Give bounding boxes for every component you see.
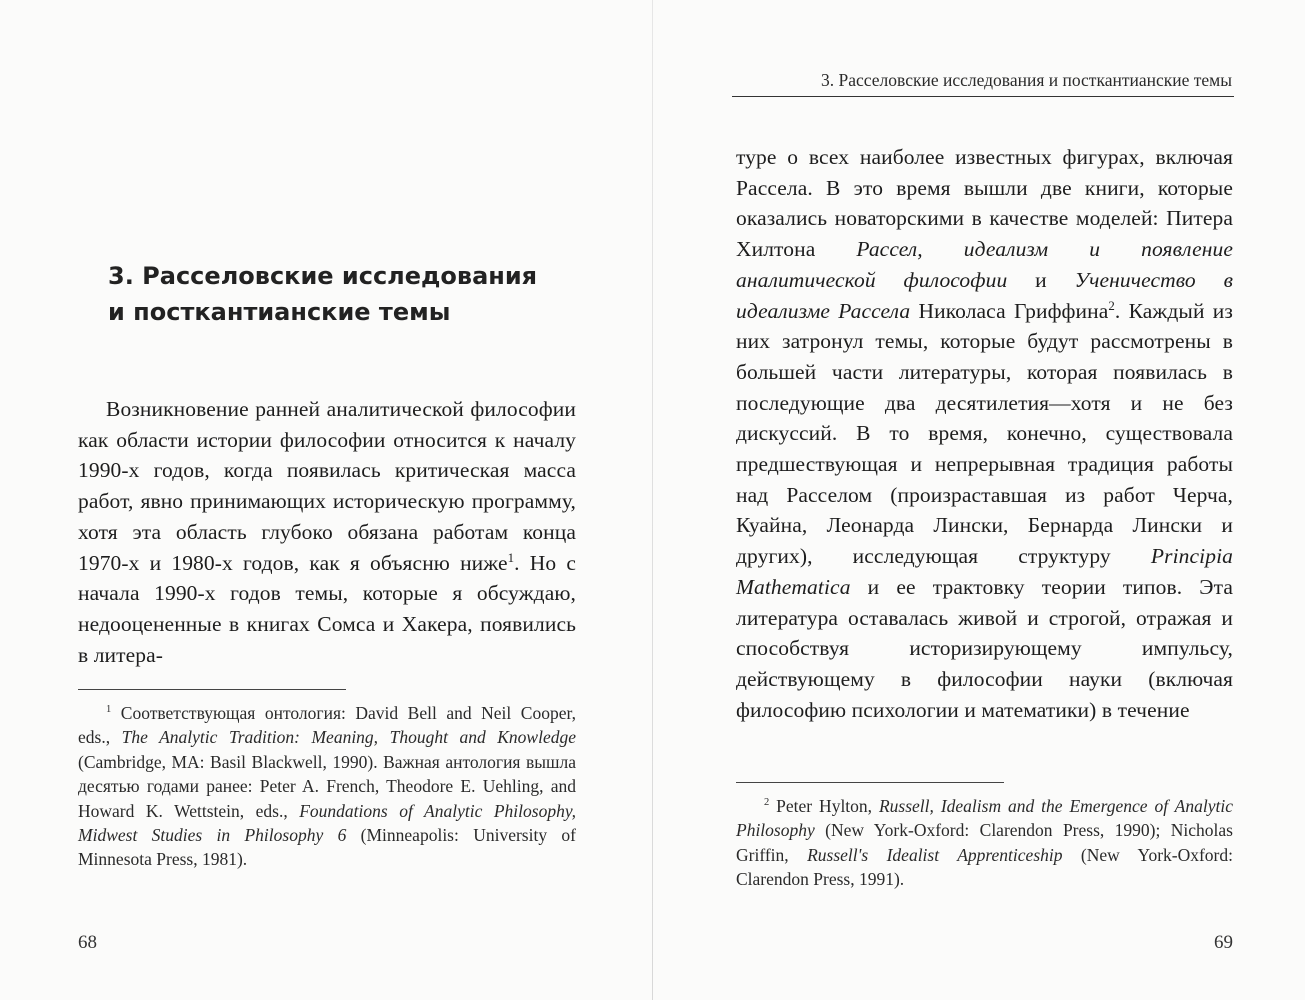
footnote-title: Russell's Idealist Apprenticeship [807,844,1063,865]
chapter-title [108,258,588,330]
body-text-segment: . Каждый из них затронул темы, которые будут рассмотрены в большей части литературы, которая появилась в последующие два десятилетия—хотя и не без дискуссий. В то время, конечно, существовала предшествующая и непрерывная традиция работы над Расселом (произраставшая из работ Черча, Куайна, Леонарда Лински, Бернарда Лински и других), исследующая структуру [736,298,1233,569]
footnote [78,701,576,872]
page-number: 68 [78,932,97,953]
running-head: 3. Расселовские исследования и посткантианские темы [821,70,1232,90]
right-page [652,0,1305,1000]
footnote-title: The Analytic Tradition: Meaning, Thought and Knowledge [121,727,577,748]
footnote-ref: 1 [507,550,515,565]
running-head-divider [732,96,1234,97]
footnote-text: (New York-Oxford: Clarendon Press, 1991). [736,844,1233,890]
body-text-segment: и ее трактовку теории типов. Эта литература оставалась живой и строгой, отражая и способствуя историзирующему импульсу, действующему в философии науки (включая философию психологии и математики) в течение [736,574,1233,722]
page-number: 69 [1214,932,1233,953]
footnote-text: (New York-Oxford: Clarendon Press, 1990); Nicholas Griffin, [736,820,1233,865]
left-page [0,0,652,1000]
body-text-segment: Возникновение ранней аналитической философии как области истории философии относится к началу 1990-х годов, когда появилась критическая масса работ, явно принимающих историческую программу, хотя эта область глубоко обязана работам конца 1970-х и 1980-х годов, как я объясню ниже [78,397,576,575]
book-title: Рассел, идеализм и появление аналитической философии [736,237,1233,292]
body-text-segment: туре о всех наиболее известных фигурах, включая Рассела. В это время вышли две книги, которые оказались новаторскими в качестве моделей: Питера Хилтона [736,145,1233,262]
footnote-marker: 1 [106,704,112,716]
footnote-marker: 2 [764,797,770,809]
body-paragraph [736,142,1233,725]
body-text-segment: . Но с начала 1990-х годов темы, которые я обсуждаю, недооцененные в книгах Сомса и Хакера, появились в литера- [78,550,576,667]
footnote-text: (Minneapolis: University of Minnesota Press, 1981). [78,825,576,870]
footnote-divider [736,782,1004,783]
body-paragraph [78,394,576,670]
footnote-title: Foundations of Analytic Philosophy, Midwest Studies in Philosophy 6 [78,800,576,846]
book-fold [652,0,653,1000]
footnote-text: Peter Hylton, [769,796,879,816]
footnote-text: (Cambridge, MA: Basil Blackwell, 1990). Важная антология вышла десятью годами ранее: Peter A. French, Theodore E. Uehling, and Howard K. Wettstein, eds., [78,751,576,821]
chapter-title-line1: 3. Расселовские исследования [108,262,538,290]
book-title: Ученичество в идеализме Рассела [736,267,1233,323]
body-text-segment: и [1007,267,1075,292]
footnote-title: Russell, Idealism and the Emergence of Analytic Philosophy [736,796,1233,841]
footnote-ref: 2 [1108,298,1115,313]
book-title: Principia Mathematica [736,544,1233,599]
footnote-divider [78,689,346,690]
body-text-segment: Николаса Гриффина [910,298,1109,323]
footnote [736,794,1233,892]
footnote-text: Соответствующая онтология: David Bell and Neil Cooper, eds., [78,703,576,748]
chapter-title-line2: и посткантианские темы [108,298,451,326]
